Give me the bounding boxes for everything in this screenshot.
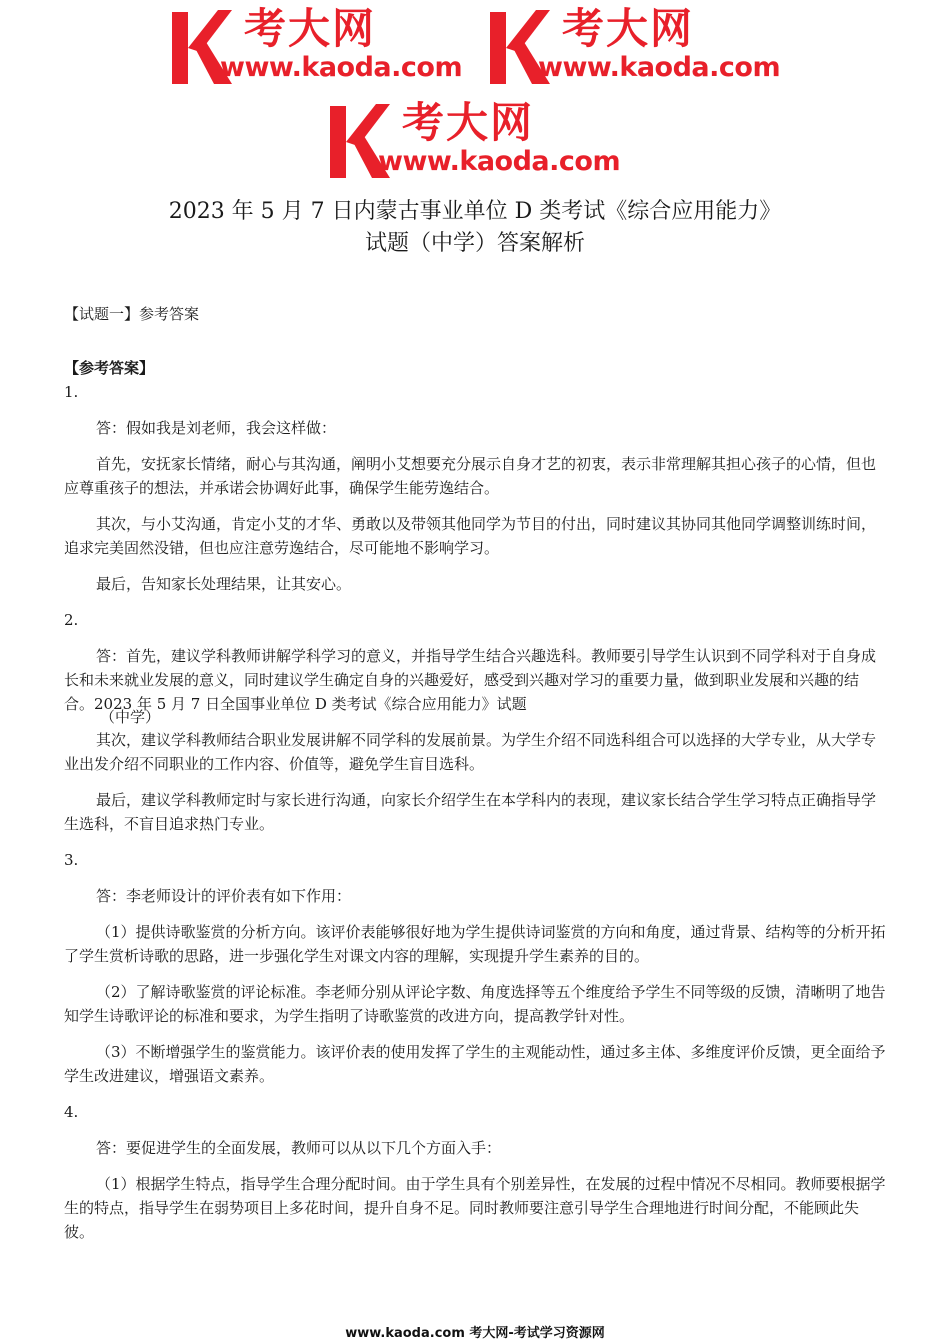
paragraph: 最后，告知家长处理结果，让其安心。: [96, 575, 352, 593]
question-number: 1.: [64, 383, 79, 401]
paragraph: （3）不断增强学生的鉴赏能力。该评价表的使用发挥了学生的主观能动性，通过多主体、多维度评价反馈，更全面给予学生改进建议，增强语文素养。: [64, 1043, 886, 1085]
document-title-line-1: 2023 年 5 月 7 日内蒙古事业单位 D 类考试《综合应用能力》: [168, 199, 782, 224]
document-title-line-2: 试题（中学）答案解析: [364, 231, 585, 256]
paragraph: 答：首先，建议学科教师讲解学科学习的意义，并指导学生结合兴趣选科。教师要引导学生认识到不同学科对于自身成长和未来就业发展的意义，同时建议学生确定自身的兴趣爱好，感受到兴趣对学习的重要力量，做到职业发展和兴趣的结合。2023 年 5 月 7 日全国事业单位 D 类考试《综合应用能力》试题: [64, 647, 877, 713]
section-heading: 【试题一】参考答案: [64, 305, 200, 323]
logo-url: www.kaoda.com: [378, 146, 621, 177]
answer-intro: 答：假如我是刘老师，我会这样做：: [96, 419, 337, 437]
logo-url: www.kaoda.com: [538, 52, 781, 83]
paragraph: 首先，安抚家长情绪，耐心与其沟通，阐明小艾想要充分展示自身才艺的初衷，表示非常理解其担心孩子的心情，但也应尊重孩子的想法，并承诺会协调好此事，确保学生能劳逸结合。: [64, 455, 877, 497]
paragraph: （1）提供诗歌鉴赏的分析方向。该评价表能够很好地为学生提供诗词鉴赏的方向和角度，通过背景、结构等的分析开拓了学生赏析诗歌的思路，进一步强化学生对课文内容的理解，实现提升学生素养的目的。: [64, 923, 886, 965]
page-footer: www.kaoda.com 考大网-考试学习资源网: [345, 1326, 605, 1341]
logo-chinese-name: 考大网: [562, 4, 695, 53]
kaoda-logo: [172, 6, 492, 86]
paragraph: 其次，建议学科教师结合职业发展讲解不同学科的发展前景。为学生介绍不同选科组合可以选择的大学专业，从大学专业出发介绍不同职业的工作内容、价值等，避免学生盲目选科。: [64, 731, 877, 773]
paragraph: （2）了解诗歌鉴赏的评论标准。李老师分别从评论字数、角度选择等五个维度给予学生不同等级的反馈，清晰明了地告知学生诗歌评论的标准和要求，为学生指明了诗歌鉴赏的改进方向，提高教学针对性。: [64, 983, 886, 1025]
question-number: 4.: [64, 1103, 79, 1121]
paragraph: 其次，与小艾沟通，肯定小艾的才华、勇敢以及带领其他同学为节目的付出，同时建议其协同其他同学调整训练时间，追求完美固然没错，但也应注意劳逸结合，尽可能地不影响学习。: [64, 515, 877, 557]
overlapping-text: （中学）: [100, 708, 161, 726]
logo-chinese-name: 考大网: [244, 4, 377, 53]
kaoda-logo: [490, 6, 810, 86]
paragraph: 最后，建议学科教师定时与家长进行沟通，向家长介绍学生在本学科内的表现，建议家长结合学生学习特点正确指导学生选科，不盲目追求热门专业。: [64, 791, 877, 833]
kaoda-logo: [330, 100, 650, 180]
answer-intro: 答：李老师设计的评价表有如下作用：: [96, 887, 352, 905]
paragraph: （1）根据学生特点，指导学生合理分配时间。由于学生具有个别差异性，在发展的过程中情况不尽相同。教师要根据学生的特点，指导学生在弱势项目上多花时间，提升自身不足。同时教师要注意引导学生合理地进行时间分配，不能顾此失彼。: [64, 1175, 886, 1241]
logo-chinese-name: 考大网: [402, 98, 535, 147]
answer-intro: 答：要促进学生的全面发展，教师可以从以下几个方面入手：: [96, 1139, 502, 1157]
question-number: 2.: [64, 611, 79, 629]
reference-answer-heading: 【参考答案】: [64, 359, 155, 377]
question-number: 3.: [64, 851, 79, 869]
logo-url: www.kaoda.com: [220, 52, 463, 83]
